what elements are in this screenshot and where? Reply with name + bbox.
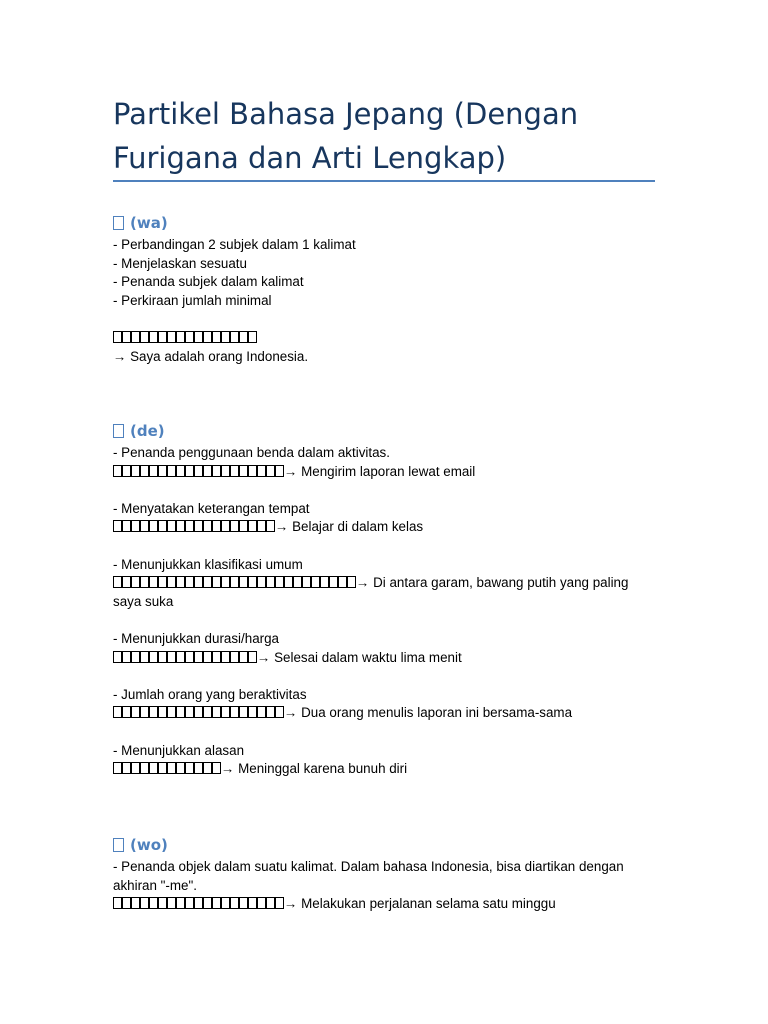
section-heading-label: (wa): [130, 214, 168, 232]
missing-glyph-icon: [230, 331, 239, 343]
paragraph-gap: [113, 481, 658, 500]
section-body: [113, 444, 658, 779]
body-text: - Perbandingan 2 subjek dalam 1 kalimat: [113, 237, 356, 252]
missing-glyph-icon: [113, 424, 124, 438]
missing-glyph-icon: [230, 465, 239, 477]
example-sentence: [113, 518, 658, 537]
missing-glyph-icon: [158, 331, 167, 343]
section-wo: [113, 834, 658, 914]
paragraph-gap: [113, 611, 658, 630]
paragraph-gap: [113, 537, 658, 556]
example-sentence: [113, 895, 658, 914]
missing-glyph-icon: [185, 762, 194, 774]
missing-glyph-icon: [122, 465, 131, 477]
missing-glyph-icon: [221, 576, 230, 588]
missing-glyph-icon: [122, 762, 131, 774]
missing-glyph-icon: [140, 331, 149, 343]
missing-glyph-icon: [194, 651, 203, 663]
missing-glyph-icon: [329, 576, 338, 588]
body-text: - Penanda penggunaan benda dalam aktivitas.: [113, 445, 390, 460]
missing-glyph-icon: [230, 576, 239, 588]
missing-glyph-icon: [239, 897, 248, 909]
missing-glyph-icon: [257, 706, 266, 718]
missing-glyph-icon: [221, 465, 230, 477]
missing-glyph-icon: [194, 331, 203, 343]
missing-glyph-icon: [221, 897, 230, 909]
section-wa: [113, 212, 658, 366]
missing-glyph-icon: [131, 706, 140, 718]
missing-glyph-icon: [176, 520, 185, 532]
missing-glyph-icon: [212, 331, 221, 343]
missing-glyph-icon: [176, 706, 185, 718]
missing-glyph-icon: [248, 897, 257, 909]
missing-glyph-icon: [185, 465, 194, 477]
translation-text: → Di antara garam, bawang putih yang paling saya suka: [113, 575, 633, 609]
missing-glyph-icon: [122, 520, 131, 532]
missing-glyph-icon: [113, 216, 124, 230]
missing-glyph-icon: [149, 576, 158, 588]
missing-glyph-icon: [248, 520, 257, 532]
missing-glyph-icon: [176, 762, 185, 774]
japanese-text-missing-glyphs: [113, 705, 284, 720]
paragraph-gap: [113, 310, 658, 329]
missing-glyph-icon: [230, 897, 239, 909]
body-text: - Perkiraan jumlah minimal: [113, 292, 272, 308]
missing-glyph-icon: [275, 465, 284, 477]
missing-glyph-icon: [212, 762, 221, 774]
missing-glyph-icon: [194, 762, 203, 774]
missing-glyph-icon: [212, 576, 221, 588]
missing-glyph-icon: [194, 706, 203, 718]
missing-glyph-icon: [167, 465, 176, 477]
missing-glyph-icon: [113, 576, 122, 588]
missing-glyph-icon: [230, 651, 239, 663]
missing-glyph-icon: [248, 651, 257, 663]
missing-glyph-icon: [212, 465, 221, 477]
missing-glyph-icon: [194, 576, 203, 588]
missing-glyph-icon: [167, 762, 176, 774]
missing-glyph-icon: [266, 576, 275, 588]
japanese-text-missing-glyphs: [113, 650, 257, 665]
missing-glyph-icon: [149, 520, 158, 532]
missing-glyph-icon: [185, 520, 194, 532]
missing-glyph-icon: [266, 706, 275, 718]
missing-glyph-icon: [167, 897, 176, 909]
missing-glyph-icon: [158, 762, 167, 774]
missing-glyph-icon: [149, 465, 158, 477]
missing-glyph-icon: [248, 706, 257, 718]
example-sentence: [113, 463, 658, 482]
missing-glyph-icon: [257, 576, 266, 588]
body-text: - Jumlah orang yang beraktivitas: [113, 686, 307, 702]
missing-glyph-icon: [122, 897, 131, 909]
missing-glyph-icon: [293, 576, 302, 588]
missing-glyph-icon: [176, 651, 185, 663]
missing-glyph-icon: [185, 331, 194, 343]
missing-glyph-icon: [320, 576, 329, 588]
missing-glyph-icon: [221, 520, 230, 532]
missing-glyph-icon: [149, 331, 158, 343]
section-heading-label: (de): [130, 422, 165, 440]
missing-glyph-icon: [230, 520, 239, 532]
missing-glyph-icon: [158, 651, 167, 663]
missing-glyph-icon: [113, 331, 122, 343]
missing-glyph-icon: [194, 520, 203, 532]
missing-glyph-icon: [239, 576, 248, 588]
section-de: [113, 420, 658, 779]
example-sentence: [113, 704, 658, 723]
missing-glyph-icon: [302, 576, 311, 588]
missing-glyph-icon: [221, 651, 230, 663]
missing-glyph-icon: [176, 576, 185, 588]
missing-glyph-icon: [248, 331, 257, 343]
missing-glyph-icon: [140, 520, 149, 532]
missing-glyph-icon: [140, 651, 149, 663]
missing-glyph-icon: [149, 897, 158, 909]
missing-glyph-icon: [131, 576, 140, 588]
section-heading-label: (wo): [130, 836, 168, 854]
missing-glyph-icon: [158, 520, 167, 532]
body-text: - Menjelaskan sesuatu: [113, 255, 247, 271]
missing-glyph-icon: [185, 897, 194, 909]
missing-glyph-icon: [167, 651, 176, 663]
example-sentence: [113, 574, 658, 611]
missing-glyph-icon: [266, 897, 275, 909]
translation-text: → Selesai dalam waktu lima menit: [257, 649, 462, 665]
missing-glyph-icon: [194, 465, 203, 477]
body-text: - Penanda objek dalam suatu kalimat. Dalam bahasa Indonesia, bisa diartikan dengan akhiran "-me".: [113, 859, 628, 893]
missing-glyph-icon: [239, 520, 248, 532]
missing-glyph-icon: [176, 331, 185, 343]
missing-glyph-icon: [203, 576, 212, 588]
paragraph-gap: [113, 667, 658, 686]
missing-glyph-icon: [149, 651, 158, 663]
missing-glyph-icon: [203, 651, 212, 663]
missing-glyph-icon: [248, 465, 257, 477]
missing-glyph-icon: [203, 762, 212, 774]
missing-glyph-icon: [140, 762, 149, 774]
missing-glyph-icon: [221, 706, 230, 718]
missing-glyph-icon: [113, 651, 122, 663]
missing-glyph-icon: [131, 762, 140, 774]
body-text: - Menunjukkan durasi/harga: [113, 630, 279, 646]
missing-glyph-icon: [113, 897, 122, 909]
missing-glyph-icon: [203, 520, 212, 532]
translation-text: → Dua orang menulis laporan ini bersama-sama: [284, 705, 573, 721]
missing-glyph-icon: [185, 706, 194, 718]
missing-glyph-icon: [176, 897, 185, 909]
missing-glyph-icon: [113, 706, 122, 718]
missing-glyph-icon: [185, 651, 194, 663]
missing-glyph-icon: [212, 897, 221, 909]
section-heading: [113, 212, 658, 234]
japanese-text-missing-glyphs: [113, 896, 284, 911]
missing-glyph-icon: [212, 651, 221, 663]
translation-text: → Belajar di dalam kelas: [275, 519, 424, 535]
paragraph-gap: [113, 723, 658, 742]
missing-glyph-icon: [203, 331, 212, 343]
translation-text: → Melakukan perjalanan selama satu minggu: [284, 896, 556, 912]
body-text: - Menyatakan keterangan tempat: [113, 500, 310, 516]
japanese-text-missing-glyphs: [113, 330, 257, 345]
section-heading: [113, 420, 658, 442]
missing-glyph-icon: [221, 331, 230, 343]
missing-glyph-icon: [284, 576, 293, 588]
title-underline: [113, 180, 655, 182]
section-heading: [113, 834, 658, 856]
missing-glyph-icon: [113, 762, 122, 774]
section-body: [113, 858, 658, 914]
missing-glyph-icon: [140, 897, 149, 909]
missing-glyph-icon: [113, 520, 122, 532]
missing-glyph-icon: [122, 706, 131, 718]
japanese-text-missing-glyphs: [113, 575, 356, 590]
missing-glyph-icon: [122, 576, 131, 588]
missing-glyph-icon: [167, 331, 176, 343]
section-body: [113, 236, 658, 366]
japanese-text-missing-glyphs: [113, 464, 284, 479]
body-text: - Menunjukkan klasifikasi umum: [113, 556, 303, 572]
missing-glyph-icon: [149, 762, 158, 774]
missing-glyph-icon: [176, 465, 185, 477]
example-sentence: [113, 760, 658, 779]
missing-glyph-icon: [131, 331, 140, 343]
missing-glyph-icon: [275, 897, 284, 909]
missing-glyph-icon: [113, 465, 122, 477]
missing-glyph-icon: [257, 465, 266, 477]
missing-glyph-icon: [167, 520, 176, 532]
missing-glyph-icon: [257, 897, 266, 909]
missing-glyph-icon: [158, 897, 167, 909]
missing-glyph-icon: [239, 465, 248, 477]
missing-glyph-icon: [185, 576, 194, 588]
missing-glyph-icon: [248, 576, 257, 588]
body-text: - Penanda subjek dalam kalimat: [113, 274, 304, 290]
missing-glyph-icon: [167, 576, 176, 588]
missing-glyph-icon: [131, 897, 140, 909]
missing-glyph-icon: [203, 465, 212, 477]
missing-glyph-icon: [158, 465, 167, 477]
missing-glyph-icon: [122, 331, 131, 343]
missing-glyph-icon: [194, 897, 203, 909]
example-sentence: [113, 329, 658, 348]
missing-glyph-icon: [140, 576, 149, 588]
missing-glyph-icon: [266, 465, 275, 477]
missing-glyph-icon: [158, 706, 167, 718]
missing-glyph-icon: [131, 520, 140, 532]
body-text: → Saya adalah orang Indonesia.: [113, 348, 309, 364]
missing-glyph-icon: [158, 576, 167, 588]
missing-glyph-icon: [239, 706, 248, 718]
translation-text: → Mengirim laporan lewat email: [284, 463, 476, 479]
missing-glyph-icon: [275, 706, 284, 718]
example-sentence: [113, 649, 658, 668]
missing-glyph-icon: [311, 576, 320, 588]
missing-glyph-icon: [239, 651, 248, 663]
missing-glyph-icon: [203, 706, 212, 718]
missing-glyph-icon: [203, 897, 212, 909]
japanese-text-missing-glyphs: [113, 519, 275, 534]
missing-glyph-icon: [239, 331, 248, 343]
missing-glyph-icon: [347, 576, 356, 588]
missing-glyph-icon: [212, 706, 221, 718]
translation-text: → Meninggal karena bunuh diri: [221, 761, 408, 777]
japanese-text-missing-glyphs: [113, 761, 221, 776]
missing-glyph-icon: [212, 520, 221, 532]
missing-glyph-icon: [140, 706, 149, 718]
missing-glyph-icon: [275, 576, 284, 588]
missing-glyph-icon: [113, 838, 124, 852]
missing-glyph-icon: [140, 465, 149, 477]
document-title: Partikel Bahasa Jepang (Dengan Furigana dan Arti Lengkap): [113, 97, 579, 175]
missing-glyph-icon: [257, 520, 266, 532]
missing-glyph-icon: [149, 706, 158, 718]
missing-glyph-icon: [131, 651, 140, 663]
missing-glyph-icon: [338, 576, 347, 588]
missing-glyph-icon: [230, 706, 239, 718]
missing-glyph-icon: [122, 651, 131, 663]
body-text: - Menunjukkan alasan: [113, 742, 245, 758]
missing-glyph-icon: [167, 706, 176, 718]
missing-glyph-icon: [131, 465, 140, 477]
missing-glyph-icon: [266, 520, 275, 532]
